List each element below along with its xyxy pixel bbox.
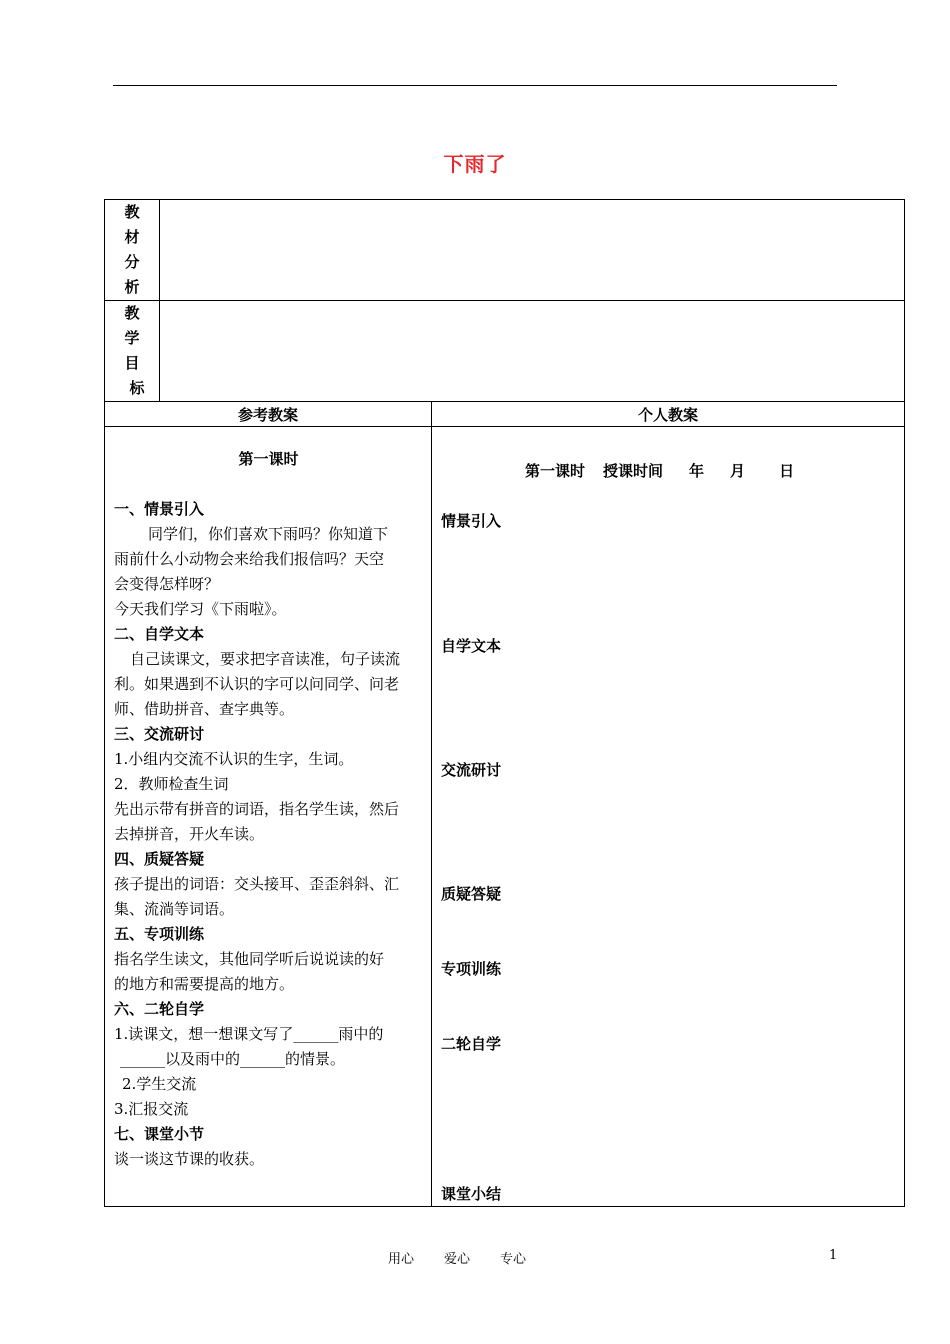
personal-item: 专项训练 [441,960,502,978]
personal-item: 情景引入 [441,512,502,530]
footer-motto: 用心 爱心 专心 [388,1252,527,1267]
personal-item: 自学文本 [441,637,502,655]
reference-plan-header: 参考教案 [105,402,432,427]
personal-plan-header: 个人教案 [432,402,905,427]
plan-body-row [105,427,905,1207]
teaching-goal-content [160,301,905,402]
personal-item: 二轮自学 [441,1035,502,1053]
teaching-goal-row [105,301,905,402]
section-title: 二、自学文本 [114,625,205,643]
material-analysis-row [105,200,905,301]
material-analysis-content [160,200,905,301]
lesson-plan-table [104,199,905,1207]
personal-item: 质疑答疑 [441,885,502,903]
section-title: 七、课堂小节 [114,1125,205,1143]
personal-plan-body [432,427,905,1207]
column-header-row [105,402,905,427]
teaching-goal-label: 教 学 目 标 [105,301,160,402]
page-title: 下雨了 [443,152,507,176]
section-title: 六、二轮自学 [114,1000,205,1018]
material-analysis-label: 教 材 分 析 [105,200,160,301]
page-number: 1 [829,1248,838,1263]
personal-item: 课堂小结 [441,1185,502,1203]
header-rule [113,85,837,86]
section-title: 一、情景引入 [114,500,205,518]
lesson-heading: 第一课时 [238,450,299,468]
reference-plan-body: 第一课时 一、情景引入 同学们，你们喜欢下雨吗？你知道下 雨前什么小动物会来给我们报信吗？天空 会变得怎样呀？ 今天我们学习《下雨啦》。 二、自学文本 自己读课文，要求把字音读准，句子读流 利。如果遇到不认识的字可以问同学、问老 师、借助拼音、查字典等。 三、交流研讨 1.小组内交流不认识的生字，生词。 2．教师检查生词 先出示带有拼音的词语，指名学生读，然后 去掉拼音，开火车读。 四、质疑答疑 孩子提出的词语：交头接耳、歪歪斜斜、汇 集、流淌等词语。 五、专项训练 指名学生读文，其他同学听后说说读的好 的地方和需要提高的地方。 六、二轮自学 1.读课文，想一想课文写了______雨中的 ______以及雨中的______的情景。 2.学生交流 3.汇报交流 七、课堂小节 谈一谈这节课的收获。 [105,427,432,1207]
section-title: 四、质疑答疑 [114,850,205,868]
lesson-time-line: 第一课时 授课时间 年 月 日 [525,462,795,480]
personal-item: 交流研讨 [441,761,502,779]
section-title: 五、专项训练 [114,925,205,943]
section-title: 三、交流研讨 [114,725,205,743]
